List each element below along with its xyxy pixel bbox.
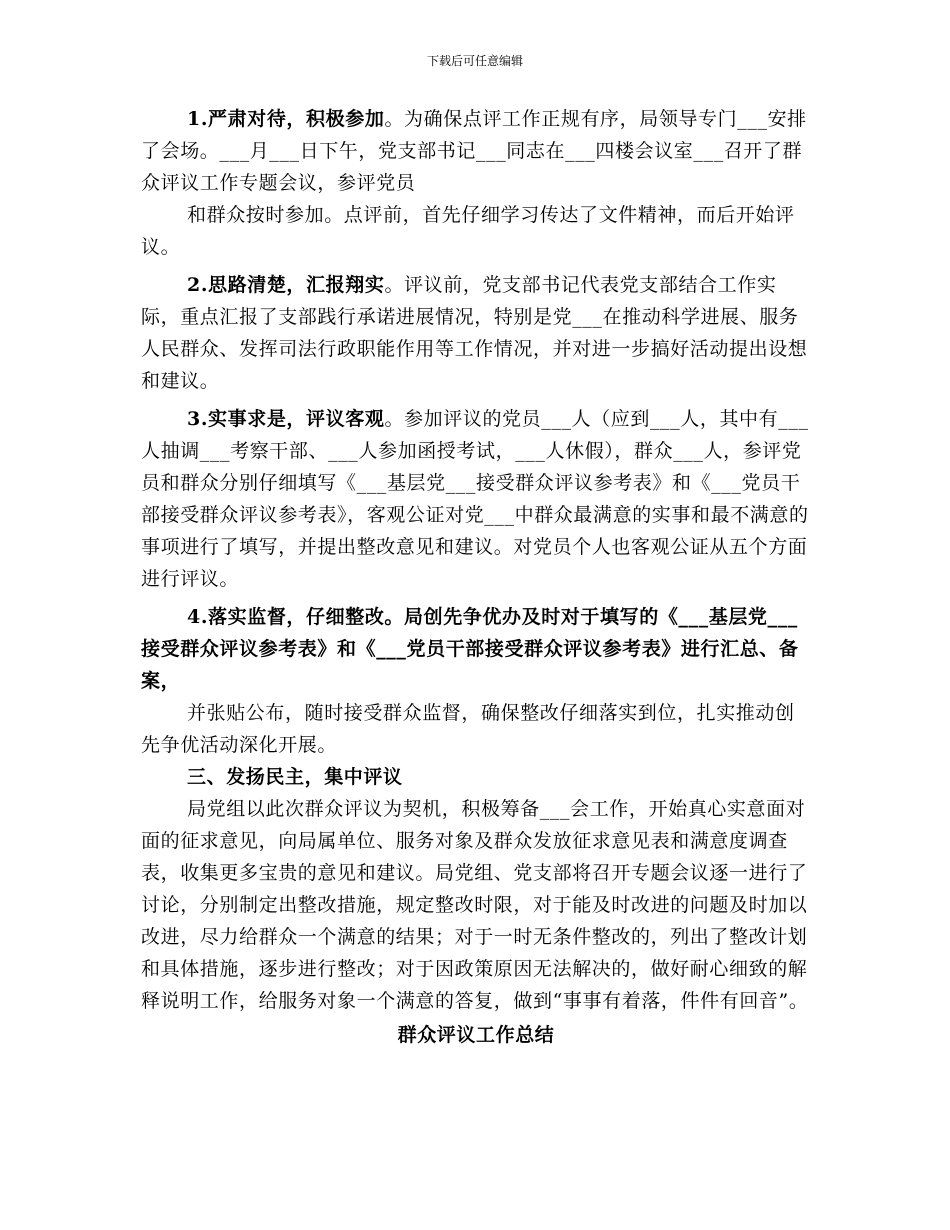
page-header: 下载后可任意编辑 xyxy=(426,54,523,68)
item-4-heading: 4.落实监督，仔细整改。局创先争优办及时对于填写的《___基层党___接受群众评议参考表》和《___党员干部接受群众评议参考表》进行汇总、备案， xyxy=(141,606,799,692)
item-1-heading: 1.严肃对待，积极参加 xyxy=(187,108,385,130)
section-3-heading xyxy=(141,761,811,793)
document-body xyxy=(141,103,811,1051)
item-3-heading: 3.实事求是，评议客观 xyxy=(187,408,385,430)
item-2-paragraph xyxy=(141,269,811,397)
section-3-paragraph: 局党组以此次群众评议为契机，积极筹备___会工作，开始真心实意面对面的征求意见，向局属单位、服务对象及群众发放征求意见表和满意度调查表，收集更多宝贵的意见和建议。局党组、党支部将召开专题会议逐一进行了讨论，分别制定出整改措施，规定整改时限，对于能及时改进的问题及时加以改进，尽力给群众一个满意的结果；对于一时无条件整改的，列出了整改计划和具体措施，逐步进行整改；对于因政策原因无法解决的，做好耐心细致的解释说明工作，给服务对象一个满意的答复，做到“事事有着落，件件有回音”。 xyxy=(141,798,809,1012)
item-4-paragraph xyxy=(141,601,811,697)
item-3-paragraph xyxy=(141,403,811,595)
document-title: 群众评议工作总结 xyxy=(397,1024,555,1046)
item-3-text: 。参加评议的党员___人（应到___人，其中有___人抽调___考察干部、___人参加函授考试，___人休假），群众___人，参评党员和群众分别仔细填写《___基层党___接受群众评议参考表》和《___党员干部接受群众评议参考表》，客观公证对党___中群众最满意的实事和最不满意的事项进行了填写，并提出整改意见和建议。对党员个人也客观公证从五个方面进行评议。 xyxy=(141,408,809,590)
item-1-paragraph xyxy=(141,103,811,199)
item-2-heading: 2.思路清楚，汇报翔实 xyxy=(187,274,385,296)
item-1-text: 。为确保点评工作正规有序，局领导专门___安排了会场。___月___日下午，党支部书记___同志在___四楼会议室___召开了群众评议工作专题会议，参评党员 xyxy=(141,108,807,194)
item-4-continuation: 并张贴公布，随时接受群众监督，确保整改仔细落实到位，扎实推动创先争优活动深化开展。 xyxy=(141,702,795,756)
section-3-heading-text: 三、发扬民主，集中评议 xyxy=(187,766,403,788)
item-2-text: 。评议前，党支部书记代表党支部结合工作实际，重点汇报了支部践行承诺进展情况，特别是党___在推动科学进展、服务人民群众、发挥司法行政职能作用等工作情况，并对进一步搞好活动提出设想和建议。 xyxy=(141,274,808,392)
item-1-continuation: 和群众按时参加。点评前，首先仔细学习传达了文件精神，而后开始评议。 xyxy=(141,204,795,258)
